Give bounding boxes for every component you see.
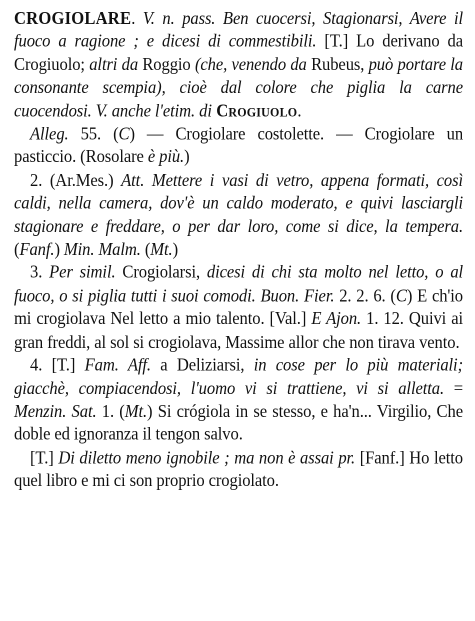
text-run: può portare la consonante scempia), cioè dal colore che piglia la carne cuocendosi. V. anche l'etim. di (14, 53, 463, 121)
text-run: Crogiolarsi, (115, 261, 207, 283)
text-run: V. n. pass. Ben cuocersi, Stagionarsi, Avere il fuoco a ragione ; e dicesi di commestibili. (14, 7, 463, 52)
text-run: Rubeus, (306, 53, 369, 75)
text-run: [T.] (30, 446, 59, 468)
text-run: C (118, 123, 130, 144)
entry-sense-1 (14, 122, 463, 168)
text-run: ) (172, 238, 179, 260)
text-run: . (131, 7, 143, 29)
text-run: a Deliziarsi, (150, 354, 254, 375)
text-run: Di diletto meno ignobile ; ma non è assai pr. (58, 446, 356, 468)
text-run: E Ajon. (311, 308, 362, 329)
text-run: ) (184, 146, 190, 167)
text-run: Min. Malm. (63, 238, 141, 260)
text-run: Fam. Aff. (84, 354, 151, 375)
text-run: 3. (30, 261, 50, 283)
text-run: è più. (147, 146, 185, 167)
text-run: ) Si crógiola in se stesso, e ha'n... Virgilio, Che doble ed ignoranza il tengon salvo. (14, 400, 463, 445)
text-run: . (297, 100, 302, 121)
headword: CROGIOLARE (14, 7, 132, 29)
text-run: 2. 2. 6. ( (334, 284, 396, 306)
entry-definition (14, 6, 463, 122)
text-run: Alleg. (30, 123, 69, 144)
text-run: ) (54, 238, 64, 260)
text-run: (che, venendo da (194, 53, 307, 75)
text-run: ) — Crogiolare costolette. — Crogiolare un pasticcio. (Rosolare (14, 123, 464, 167)
text-run: in cose per lo più materiali; giacchè, compiacendosi, l'uomo vi si trattiene, vi si alletta. (14, 354, 463, 398)
text-run: altri da (89, 53, 139, 75)
text-run: = (444, 377, 463, 398)
text-run: 1. ( (96, 400, 125, 422)
text-run: 55. ( (68, 123, 119, 144)
text-run: C (395, 284, 407, 306)
text-run: Att. Mettere i vasi di vetro, appena formati, così caldi, nella camera, dov'è un caldo moderato, e quivi lasciargli stagionare e freddare, o per dar loro, come si dice, la tempera. (14, 169, 463, 237)
text-run: ( (14, 238, 20, 260)
entry-sense-4 (14, 353, 463, 445)
text-run: ) E ch'io mi crogiolava Nel letto a mio talento. [Val.] (14, 284, 463, 329)
text-run: Menzin. Sat. (14, 400, 97, 422)
text-run: [T.] Lo derivano da Crogiuolo; (14, 30, 463, 75)
text-run: dicesi di chi sta molto nel letto, o al fuoco, o si piglia tutti i suoi comodi. Buon. Fier. (14, 261, 464, 306)
text-run: Crogiuolo (211, 100, 298, 121)
text-run: Fanf. (19, 238, 55, 260)
text-run: ( (140, 238, 151, 260)
text-run: [Fanf.] Ho letto quel libro e mi ci son proprio crogiolato. (14, 446, 464, 491)
text-run: 1. 12. Quivi ai gran freddi, al sol si crogiolava, Massime allor che non tirava vento. (14, 308, 463, 352)
text-run: Per simil. (49, 261, 116, 283)
entry-sense-3 (14, 261, 463, 353)
text-run: 4. [T.] (30, 354, 85, 375)
entry-sense-5 (14, 446, 463, 492)
text-run: 2. (Ar.Mes.) (30, 169, 122, 190)
entry-sense-2 (14, 168, 463, 260)
text-run: Roggio (138, 53, 195, 75)
text-run: Mt. (124, 400, 148, 422)
text-run: Mt. (150, 238, 173, 260)
